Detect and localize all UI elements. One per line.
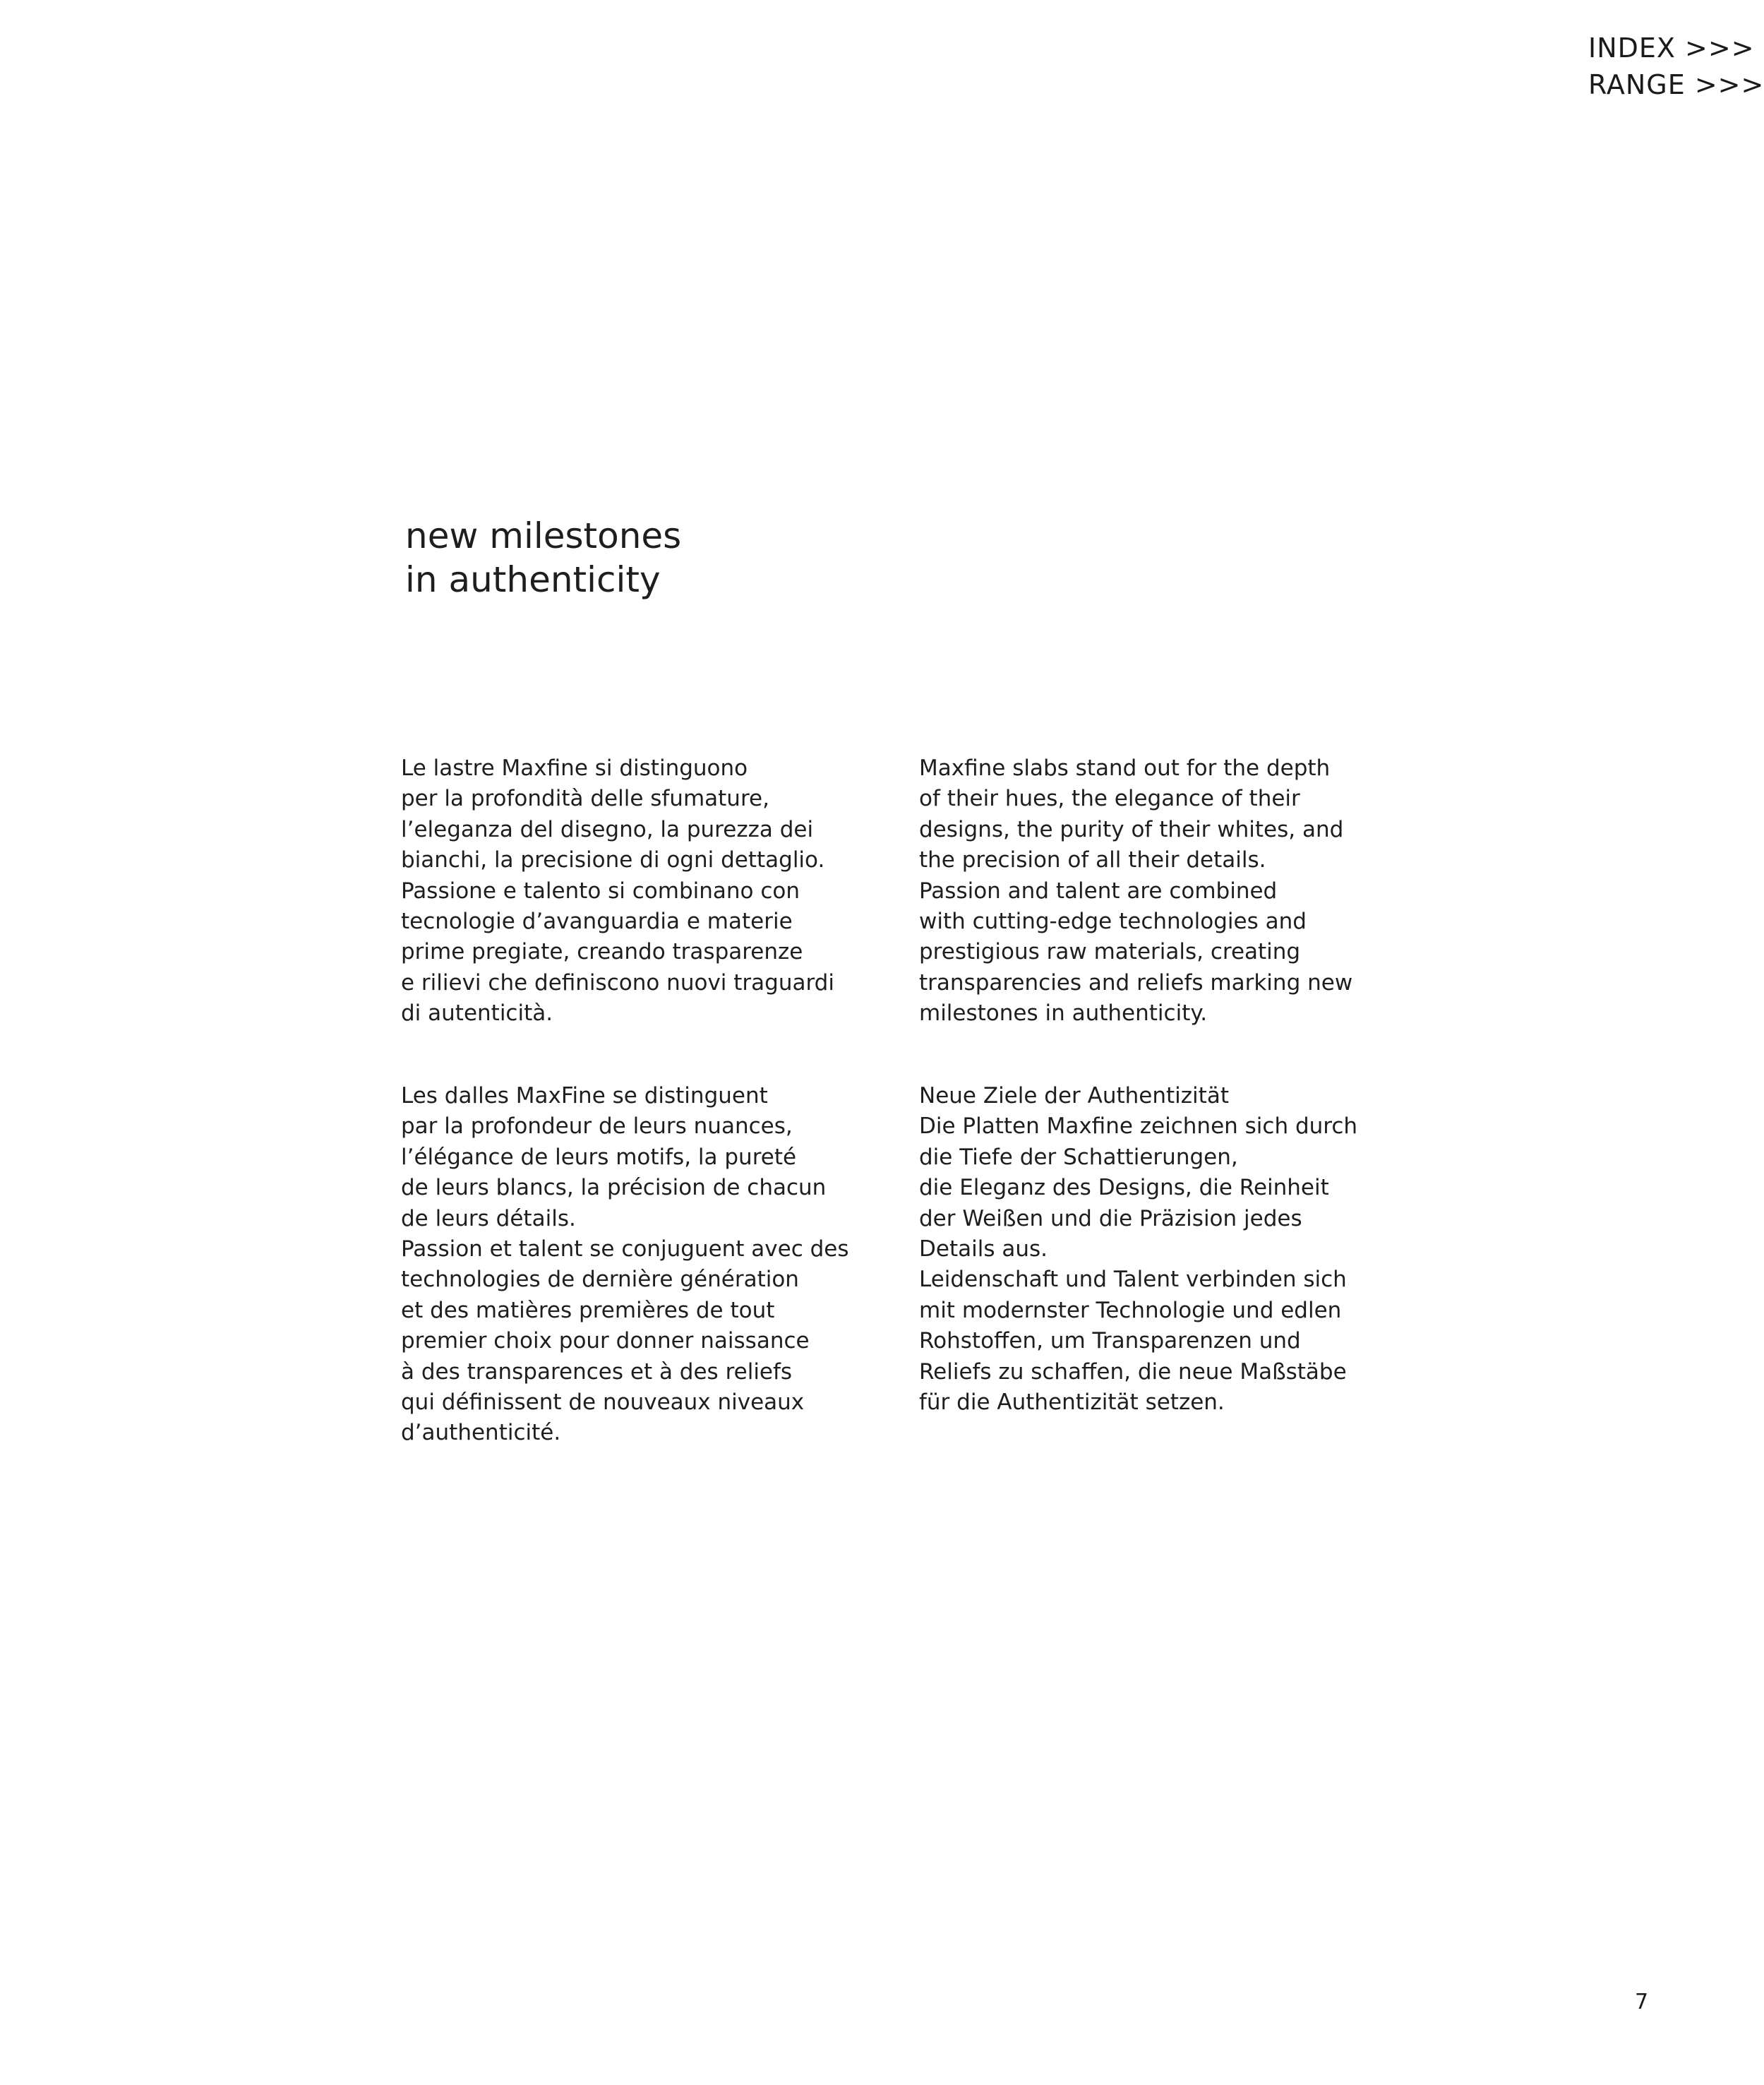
text-line: e rilievi che definiscono nuovi traguardi <box>401 969 834 996</box>
range-link[interactable]: RANGE >>> <box>1588 69 1764 100</box>
text-line: Die Platten Maxfine zeichnen sich durch <box>919 1113 1358 1140</box>
text-line: designs, the purity of their whites, and <box>919 816 1344 842</box>
text-line: bianchi, la precisione di ogni dettaglio. <box>401 847 825 873</box>
text-line: with cutting-edge technologies and <box>919 909 1307 935</box>
page-title <box>405 514 681 602</box>
text-line: prime pregiate, creando trasparenze <box>401 939 803 965</box>
text-line: à des transparences et à des reliefs <box>401 1358 793 1385</box>
text-line: der Weißen und die Präzision jedes <box>919 1205 1302 1231</box>
text-line: of their hues, the elegance of their <box>919 786 1300 812</box>
text-line: milestones in authenticity. <box>919 1000 1208 1027</box>
text-line: l’élégance de leurs motifs, la pureté <box>401 1144 797 1170</box>
text-line: di autenticità. <box>401 1000 553 1027</box>
title-line: new milestones <box>405 515 682 556</box>
text-line: de leurs blancs, la précision de chacun <box>401 1175 827 1201</box>
text-line: Passione e talento si combinano con <box>401 878 800 904</box>
text-line: par la profondeur de leurs nuances, <box>401 1113 793 1140</box>
text-line: qui définissent de nouveaux niveaux <box>401 1390 805 1416</box>
english-text-block <box>919 753 1352 1029</box>
text-line: Les dalles MaxFine se distinguent <box>401 1083 768 1109</box>
text-line: d’authenticité. <box>401 1420 561 1446</box>
text-line: Passion and talent are combined <box>919 878 1278 904</box>
text-line: die Eleganz des Designs, die Reinheit <box>919 1175 1329 1201</box>
page-number: 7 <box>1635 1990 1649 2014</box>
text-line: prestigious raw materials, creating <box>919 939 1301 965</box>
italian-text-block <box>401 753 834 1029</box>
text-line: technologies de dernière génération <box>401 1267 799 1293</box>
text-line: Leidenschaft und Talent verbinden sich <box>919 1267 1347 1293</box>
text-line: Rohstoffen, um Transparenzen und <box>919 1328 1301 1354</box>
text-line: per la profondità delle sfumature, <box>401 786 769 812</box>
text-line: tecnologie d’avanguardia e materie <box>401 909 793 935</box>
text-line: Details aus. <box>919 1236 1048 1262</box>
text-line: Passion et talent se conjuguent avec des <box>401 1236 849 1262</box>
title-line: in authenticity <box>405 559 661 600</box>
text-line: l’eleganza del disegno, la purezza dei <box>401 816 814 842</box>
text-line: et des matières premières de tout <box>401 1297 775 1323</box>
text-line: transparencies and reliefs marking new <box>919 969 1353 996</box>
text-line: die Tiefe der Schattierungen, <box>919 1144 1238 1170</box>
text-line: Reliefs zu schaffen, die neue Maßstäbe <box>919 1358 1347 1385</box>
text-line: Le lastre Maxfine si distinguono <box>401 755 748 781</box>
french-text-block <box>401 1081 849 1449</box>
text-line: the precision of all their details. <box>919 847 1266 873</box>
text-line: de leurs détails. <box>401 1205 576 1231</box>
text-line: premier choix pour donner naissance <box>401 1328 810 1354</box>
text-line: Maxfine slabs stand out for the depth <box>919 755 1331 781</box>
text-line: für die Authentizität setzen. <box>919 1390 1225 1416</box>
german-text-block <box>919 1081 1357 1418</box>
index-link[interactable]: INDEX >>> <box>1588 32 1755 64</box>
top-navigation <box>1588 30 1764 103</box>
text-line: Neue Ziele der Authentizität <box>919 1083 1229 1109</box>
text-line: mit modernster Technologie und edlen <box>919 1297 1342 1323</box>
